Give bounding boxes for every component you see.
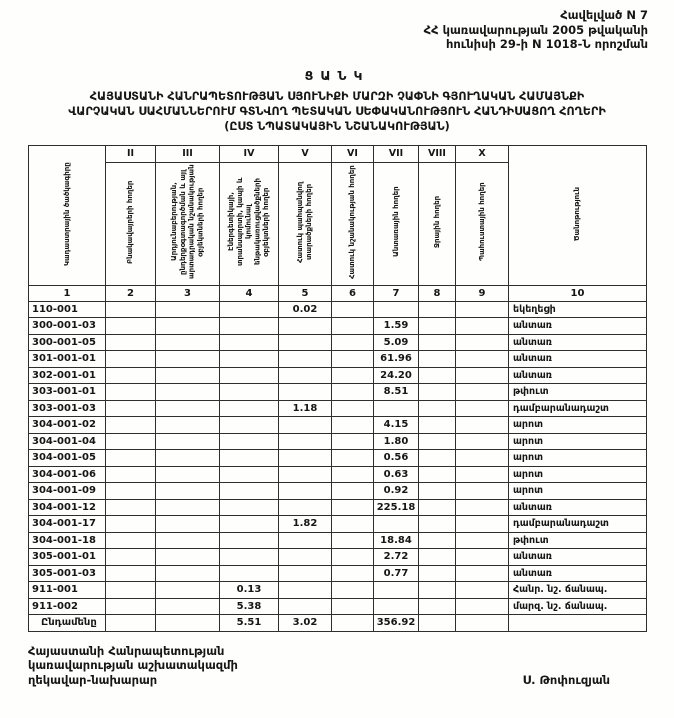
table-row	[29, 516, 647, 533]
area-value-cell	[419, 400, 456, 417]
appendix-line: Հավելված N 7	[560, 8, 648, 22]
area-value-cell: 2.72	[374, 549, 419, 566]
area-value-cell	[456, 499, 509, 516]
column-number: 2	[106, 285, 156, 301]
area-value-cell	[220, 499, 279, 516]
area-value-cell	[374, 582, 419, 599]
note-cell: անտառ	[509, 565, 647, 582]
cadastral-code-cell: 301-001-01	[29, 351, 106, 368]
area-value-cell	[156, 318, 220, 335]
column-number: 6	[332, 285, 374, 301]
area-value-cell	[419, 582, 456, 599]
area-value-cell	[332, 433, 374, 450]
table-row	[29, 400, 647, 417]
area-value-cell	[456, 483, 509, 500]
area-value-cell	[332, 598, 374, 615]
area-value-cell	[106, 466, 156, 483]
area-value-cell	[332, 301, 374, 318]
area-value-cell	[220, 417, 279, 434]
cadastral-code-cell: 305-001-03	[29, 565, 106, 582]
area-value-cell	[156, 367, 220, 384]
table-body	[29, 301, 647, 631]
area-value-cell: 0.56	[374, 450, 419, 467]
area-value-cell	[419, 301, 456, 318]
area-value-cell	[332, 400, 374, 417]
note-cell: արոտ	[509, 433, 647, 450]
area-value-cell	[332, 384, 374, 401]
header-industrial-lands: Արդյունաբերության, ընդերքօգտագործման և այլ արտադրական նշանակության օբյեկտների հողեր	[156, 162, 220, 285]
area-value-cell	[156, 582, 220, 599]
note-cell: անտառ	[509, 351, 647, 368]
area-value-cell	[156, 516, 220, 533]
title-line: ՀԱՅԱՍՏԱՆԻ ՀԱՆՐԱՊԵՏՈՒԹՅԱՆ ՍՅՈՒՆԻՔԻ ՄԱՐԶԻ ՉԱՓՆԻ ԳՅՈՒՂԱԿԱՆ ՀԱՄԱՅՆՔԻ	[89, 90, 585, 104]
table-row	[29, 450, 647, 467]
note-cell: դամբարանադաշտ	[509, 400, 647, 417]
area-value-cell	[456, 384, 509, 401]
area-value-cell	[156, 549, 220, 566]
area-value-cell	[279, 499, 332, 516]
area-value-cell	[220, 565, 279, 582]
area-value-cell: 61.96	[374, 351, 419, 368]
area-value-cell	[419, 334, 456, 351]
area-value-cell	[456, 334, 509, 351]
table-row	[29, 532, 647, 549]
area-value-cell	[332, 516, 374, 533]
table-row	[29, 318, 647, 335]
cadastral-code-cell: 304-001-02	[29, 417, 106, 434]
note-cell: անտառ	[509, 367, 647, 384]
area-value-cell	[220, 334, 279, 351]
area-value-cell	[220, 532, 279, 549]
cadastral-code-cell: 304-001-09	[29, 483, 106, 500]
area-value-cell	[279, 417, 332, 434]
signatory-title-block	[28, 644, 238, 689]
area-value-cell	[332, 582, 374, 599]
area-value-cell	[279, 483, 332, 500]
note-cell: անտառ	[509, 499, 647, 516]
area-value-cell: 4.15	[374, 417, 419, 434]
area-value-cell: 0.63	[374, 466, 419, 483]
roman-numeral: II	[106, 145, 156, 162]
table-row	[29, 466, 647, 483]
area-value-cell	[106, 417, 156, 434]
area-value-cell	[419, 516, 456, 533]
area-value-cell	[106, 318, 156, 335]
cadastral-code-cell: 303-001-03	[29, 400, 106, 417]
area-value-cell	[419, 532, 456, 549]
area-value-cell	[156, 301, 220, 318]
area-value-cell	[419, 351, 456, 368]
cadastral-code-cell: 300-001-05	[29, 334, 106, 351]
signatory-title-line: ղեկավար-նախարար	[28, 673, 158, 688]
table-row	[29, 417, 647, 434]
area-value-cell	[419, 615, 456, 632]
cadastral-code-cell: Ընդամենը	[29, 615, 106, 632]
roman-numeral: III	[156, 145, 220, 162]
header-special-purpose-lands: Հատուկ նշանակության հողեր	[332, 162, 374, 285]
area-value-cell	[279, 598, 332, 615]
area-value-cell: 225.18	[374, 499, 419, 516]
area-value-cell	[456, 450, 509, 467]
area-value-cell	[156, 615, 220, 632]
area-value-cell	[156, 532, 220, 549]
area-value-cell	[456, 565, 509, 582]
table-row	[29, 301, 647, 318]
area-value-cell	[419, 417, 456, 434]
column-number-row	[29, 285, 647, 301]
area-value-cell	[456, 433, 509, 450]
note-cell: արոտ	[509, 450, 647, 467]
area-value-cell	[279, 466, 332, 483]
area-value-cell: 356.92	[374, 615, 419, 632]
area-value-cell	[106, 301, 156, 318]
area-value-cell	[374, 598, 419, 615]
area-value-cell	[456, 417, 509, 434]
area-value-cell	[456, 582, 509, 599]
area-value-cell	[279, 549, 332, 566]
area-value-cell	[106, 598, 156, 615]
roman-numeral: V	[279, 145, 332, 162]
note-cell: անտառ	[509, 334, 647, 351]
area-value-cell	[106, 334, 156, 351]
cadastral-code-cell: 304-001-04	[29, 433, 106, 450]
area-value-cell	[332, 565, 374, 582]
column-number: 4	[220, 285, 279, 301]
area-value-cell	[419, 384, 456, 401]
note-cell: անտառ	[509, 318, 647, 335]
area-value-cell	[456, 598, 509, 615]
area-value-cell	[106, 367, 156, 384]
roman-numeral: VIII	[419, 145, 456, 162]
roman-numeral: X	[456, 145, 509, 162]
area-value-cell	[374, 301, 419, 318]
area-value-cell	[220, 516, 279, 533]
area-value-cell	[419, 499, 456, 516]
area-value-cell	[419, 483, 456, 500]
cadastral-code-cell: 302-001-01	[29, 367, 106, 384]
column-number: 7	[374, 285, 419, 301]
area-value-cell	[156, 384, 220, 401]
table-row	[29, 549, 647, 566]
roman-numeral-row	[29, 145, 647, 162]
area-value-cell	[332, 334, 374, 351]
area-value-cell	[419, 549, 456, 566]
area-value-cell	[220, 318, 279, 335]
area-value-cell: 5.09	[374, 334, 419, 351]
header-cadastral-code-label: Կադաստրային ծածկագիրը	[62, 161, 71, 266]
area-value-cell	[456, 549, 509, 566]
column-number: 10	[509, 285, 647, 301]
area-value-cell	[332, 615, 374, 632]
cadastral-code-cell: 304-001-06	[29, 466, 106, 483]
header-protected-lands: Հատուկ պահպանվող տարածքների հողեր	[279, 162, 332, 285]
appendix-reference-block	[0, 0, 674, 52]
header-infrastructure-lands: Էներգետիկայի, տրանսպորտի, կապի և կոմունալ ենթակառուցվածքների օբյեկտների հողեր	[220, 162, 279, 285]
land-categories-table	[28, 145, 647, 632]
area-value-cell	[279, 318, 332, 335]
area-value-cell	[332, 499, 374, 516]
area-value-cell	[156, 417, 220, 434]
area-value-cell	[332, 466, 374, 483]
cadastral-code-cell: 304-001-18	[29, 532, 106, 549]
area-value-cell	[156, 450, 220, 467]
note-cell: թփուտ	[509, 532, 647, 549]
area-value-cell: 5.51	[220, 615, 279, 632]
note-cell: դամբարանադաշտ	[509, 516, 647, 533]
cadastral-code-cell: 911-001	[29, 582, 106, 599]
title-line: (ԸՍՏ ՆՊԱՏԱԿԱՅԻՆ ՆՇԱՆԱԿՈՒԹՅԱՆ)	[224, 119, 450, 133]
area-value-cell	[220, 367, 279, 384]
area-value-cell: 0.77	[374, 565, 419, 582]
area-value-cell: 0.92	[374, 483, 419, 500]
note-cell: արոտ	[509, 466, 647, 483]
area-value-cell	[156, 351, 220, 368]
area-value-cell: 0.02	[279, 301, 332, 318]
signature-footer	[0, 644, 674, 689]
table-row	[29, 351, 647, 368]
area-value-cell	[419, 598, 456, 615]
roman-numeral: VII	[374, 145, 419, 162]
roman-numeral: IV	[220, 145, 279, 162]
area-value-cell	[374, 400, 419, 417]
cadastral-code-cell: 300-001-03	[29, 318, 106, 335]
note-cell: եկեղեցի	[509, 301, 647, 318]
area-value-cell	[106, 565, 156, 582]
area-value-cell	[106, 400, 156, 417]
area-value-cell	[156, 334, 220, 351]
area-value-cell	[456, 351, 509, 368]
header-residential-lands: Բնակավայրերի հողեր	[106, 162, 156, 285]
area-value-cell	[332, 318, 374, 335]
area-value-cell	[332, 532, 374, 549]
column-number: 3	[156, 285, 220, 301]
area-value-cell	[156, 483, 220, 500]
area-value-cell	[279, 367, 332, 384]
header-forest-lands: Անտառային հողեր	[374, 162, 419, 285]
cadastral-code-cell: 110-001	[29, 301, 106, 318]
area-value-cell: 3.02	[279, 615, 332, 632]
area-value-cell: 1.18	[279, 400, 332, 417]
title-line: ՎԱՐՉԱԿԱՆ ՍԱՀՄԱՆՆԵՐՈՒՄ ԳՏՆՎՈՂ ՊԵՏԱԿԱՆ ՍԵՓԱԿԱՆՈՒԹՅՈՒՆ ՀԱՆԴԻՍԱՑՈՂ ՀՈՂԵՐԻ	[68, 104, 606, 118]
table-row	[29, 433, 647, 450]
area-value-cell	[106, 483, 156, 500]
area-value-cell	[156, 400, 220, 417]
note-cell: արոտ	[509, 483, 647, 500]
area-value-cell	[106, 499, 156, 516]
table-row	[29, 367, 647, 384]
document-title-block	[0, 68, 674, 134]
area-value-cell	[220, 466, 279, 483]
area-value-cell	[106, 532, 156, 549]
cadastral-code-cell: 304-001-17	[29, 516, 106, 533]
area-value-cell	[106, 450, 156, 467]
area-value-cell	[332, 549, 374, 566]
header-reserve-lands: Պահուստային հողեր	[456, 162, 509, 285]
area-value-cell	[456, 301, 509, 318]
area-value-cell	[220, 450, 279, 467]
table-row	[29, 582, 647, 599]
area-value-cell	[419, 318, 456, 335]
area-value-cell	[456, 615, 509, 632]
cadastral-code-cell: 304-001-05	[29, 450, 106, 467]
table-row	[29, 598, 647, 615]
header-cadastral-code	[29, 145, 106, 285]
area-value-cell	[156, 466, 220, 483]
area-value-cell	[106, 549, 156, 566]
area-value-cell	[106, 615, 156, 632]
area-value-cell	[279, 433, 332, 450]
area-value-cell	[220, 351, 279, 368]
area-value-cell	[220, 433, 279, 450]
area-value-cell: 1.82	[279, 516, 332, 533]
table-row	[29, 384, 647, 401]
header-water-lands: Ջրային հողեր	[419, 162, 456, 285]
area-value-cell	[456, 466, 509, 483]
area-value-cell	[106, 384, 156, 401]
area-value-cell	[332, 417, 374, 434]
area-value-cell: 24.20	[374, 367, 419, 384]
area-value-cell	[156, 598, 220, 615]
area-value-cell	[332, 367, 374, 384]
table-row	[29, 483, 647, 500]
area-value-cell	[456, 367, 509, 384]
cadastral-code-cell: 303-001-01	[29, 384, 106, 401]
area-value-cell	[419, 466, 456, 483]
area-value-cell	[156, 565, 220, 582]
area-value-cell	[419, 433, 456, 450]
area-value-cell	[279, 334, 332, 351]
area-value-cell	[106, 582, 156, 599]
area-value-cell	[220, 549, 279, 566]
area-value-cell	[456, 532, 509, 549]
note-cell	[509, 615, 647, 632]
header-note-label: Ծանոթություն	[573, 186, 582, 241]
area-value-cell	[332, 483, 374, 500]
area-value-cell	[279, 582, 332, 599]
note-cell: մարզ. նշ. ճանապ.	[509, 598, 647, 615]
note-cell: անտառ	[509, 549, 647, 566]
area-value-cell	[456, 400, 509, 417]
signatory-title-line: կառավարության աշխատակազմի	[28, 658, 238, 673]
table-total-row	[29, 615, 647, 632]
note-cell: թփուտ	[509, 384, 647, 401]
area-value-cell	[374, 516, 419, 533]
area-value-cell	[419, 367, 456, 384]
area-value-cell: 8.51	[374, 384, 419, 401]
cadastral-code-cell: 304-001-12	[29, 499, 106, 516]
cadastral-code-cell: 305-001-01	[29, 549, 106, 566]
area-value-cell: 5.38	[220, 598, 279, 615]
header-note	[509, 145, 647, 285]
document-heading: ՑԱՆԿ	[304, 68, 370, 84]
area-value-cell	[220, 301, 279, 318]
area-value-cell	[106, 516, 156, 533]
area-value-cell	[156, 499, 220, 516]
signatory-name: Ս. Թոփուզյան	[522, 673, 610, 688]
column-number: 8	[419, 285, 456, 301]
area-value-cell	[332, 450, 374, 467]
cadastral-code-cell: 911-002	[29, 598, 106, 615]
column-number: 9	[456, 285, 509, 301]
roman-numeral: VI	[332, 145, 374, 162]
column-number: 1	[29, 285, 106, 301]
area-value-cell	[456, 516, 509, 533]
appendix-line: հունիսի 29-ի N 1018-Ն որոշման	[446, 37, 648, 52]
area-value-cell	[279, 565, 332, 582]
area-value-cell	[220, 483, 279, 500]
area-value-cell	[220, 400, 279, 417]
area-value-cell: 1.59	[374, 318, 419, 335]
area-value-cell: 0.13	[220, 582, 279, 599]
area-value-cell	[106, 433, 156, 450]
area-value-cell	[456, 318, 509, 335]
area-value-cell	[419, 565, 456, 582]
appendix-line: ՀՀ կառավարության 2005 թվականի	[423, 22, 648, 37]
area-value-cell: 1.80	[374, 433, 419, 450]
note-cell: Հանր. նշ. ճանապ.	[509, 582, 647, 599]
area-value-cell	[279, 450, 332, 467]
note-cell: արոտ	[509, 417, 647, 434]
area-value-cell	[106, 351, 156, 368]
area-value-cell	[279, 532, 332, 549]
signatory-title-line: Հայաստանի Հանրապետության	[28, 643, 225, 658]
column-number: 5	[279, 285, 332, 301]
table-row	[29, 334, 647, 351]
area-value-cell	[279, 351, 332, 368]
area-value-cell	[419, 450, 456, 467]
area-value-cell	[279, 384, 332, 401]
area-value-cell: 18.84	[374, 532, 419, 549]
table-row	[29, 499, 647, 516]
table-row	[29, 565, 647, 582]
area-value-cell	[156, 433, 220, 450]
area-value-cell	[332, 351, 374, 368]
area-value-cell	[220, 384, 279, 401]
